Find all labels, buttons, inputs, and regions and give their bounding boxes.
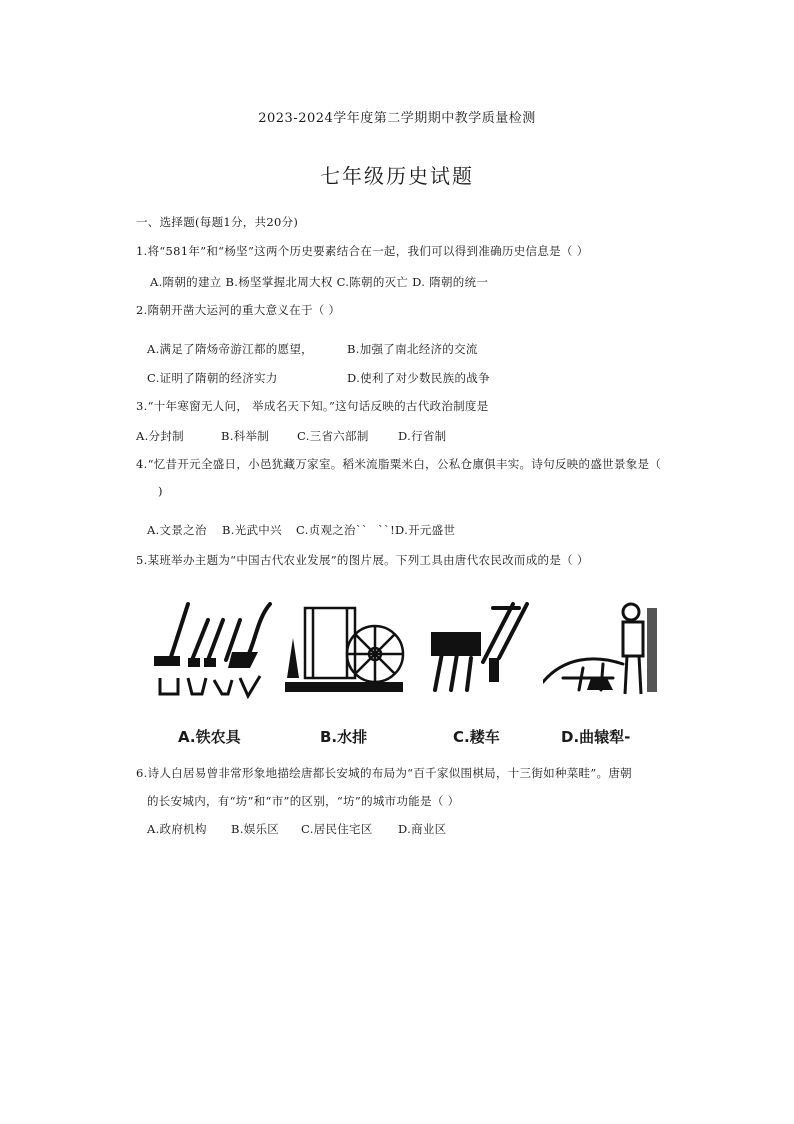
question-4-option-b: B.光武中兴 <box>222 523 282 537</box>
question-2-option-b: B.加强了南北经济的交流 <box>347 342 478 356</box>
section-heading: 一、选择题(每题1分，共20分) <box>136 215 299 229</box>
question-3-option-b: B.科举制 <box>221 429 270 443</box>
exam-title: 2023-2024学年度第二学期期中教学质量检测 <box>258 111 536 126</box>
question-3-option-d: D.行省制 <box>398 429 447 443</box>
question-4-option-c: C.贞观之治`` <box>296 523 368 537</box>
question-4-option-d: ``!D.开元盛世 <box>378 523 456 537</box>
caption-a: A.铁农具 <box>178 728 241 746</box>
question-2-option-c: C.证明了隋朝的经济实力 <box>147 371 278 385</box>
question-6-stem: 6.诗人白居易曾非常形象地描绘唐都长安城的布局为“百千家似围棋局，十三街如种菜畦”。唐朝 <box>136 766 632 780</box>
question-2-stem: 2.隋朝开凿大运河的重大意义在于（ ） <box>136 303 341 317</box>
farm-tools-figure <box>148 598 658 748</box>
question-6-option-b: B.娱乐区 <box>231 822 280 836</box>
question-6-option-c: C.居民住宅区 <box>301 822 373 836</box>
question-6-stem-cont: 的长安城内，有“坊”和“市”的区别，“坊”的城市功能是（ ） <box>147 794 460 808</box>
question-1-options: A.隋朝的建立 B.杨坚掌握北周大权 C.陈朝的灭亡 D. 隋朝的统一 <box>150 275 489 289</box>
question-6-option-d: D.商业区 <box>398 822 447 836</box>
caption-c: C.耧车 <box>453 728 500 746</box>
paper-title: 七年级历史试题 <box>320 164 474 188</box>
question-1-stem: 1.将“581年”和“杨坚”这两个历史要素结合在一起，我们可以得到准确历史信息是（ ） <box>136 244 589 258</box>
question-4-option-a: A.文景之治 <box>147 523 207 537</box>
caption-d: D.曲辕犁- <box>561 728 631 746</box>
question-4-stem: 4.“忆昔开元全盛日，小邑犹藏万家室。稻米流脂粟米白，公私仓廪俱丰实。诗句反映的盛世景象是（ <box>136 457 662 471</box>
iron-tools-illustration <box>148 598 273 708</box>
question-2-option-d: D.使利了对少数民族的战争 <box>347 371 490 385</box>
question-6-option-a: A.政府机构 <box>147 822 207 836</box>
caption-b: B.水排 <box>320 728 368 746</box>
question-3-stem: 3.“十年寒窗无人问， 举成名天下知。”这句话反映的古代政治制度是 <box>136 399 489 413</box>
question-4-stem-cont: ) <box>158 484 163 498</box>
question-2-option-a: A.满足了隋炀帝游江都的愿望， <box>147 342 313 356</box>
curved-plough-illustration <box>543 598 658 708</box>
seed-drill-illustration <box>423 598 533 708</box>
question-3-option-c: C.三省六部制 <box>297 429 369 443</box>
question-5-stem: 5.某班举办主题为“中国古代农业发展”的图片展。下列工具由唐代农民改而成的是（ ） <box>136 553 589 567</box>
water-bellows-illustration <box>283 598 408 708</box>
question-3-option-a: A.分封制 <box>136 429 184 443</box>
